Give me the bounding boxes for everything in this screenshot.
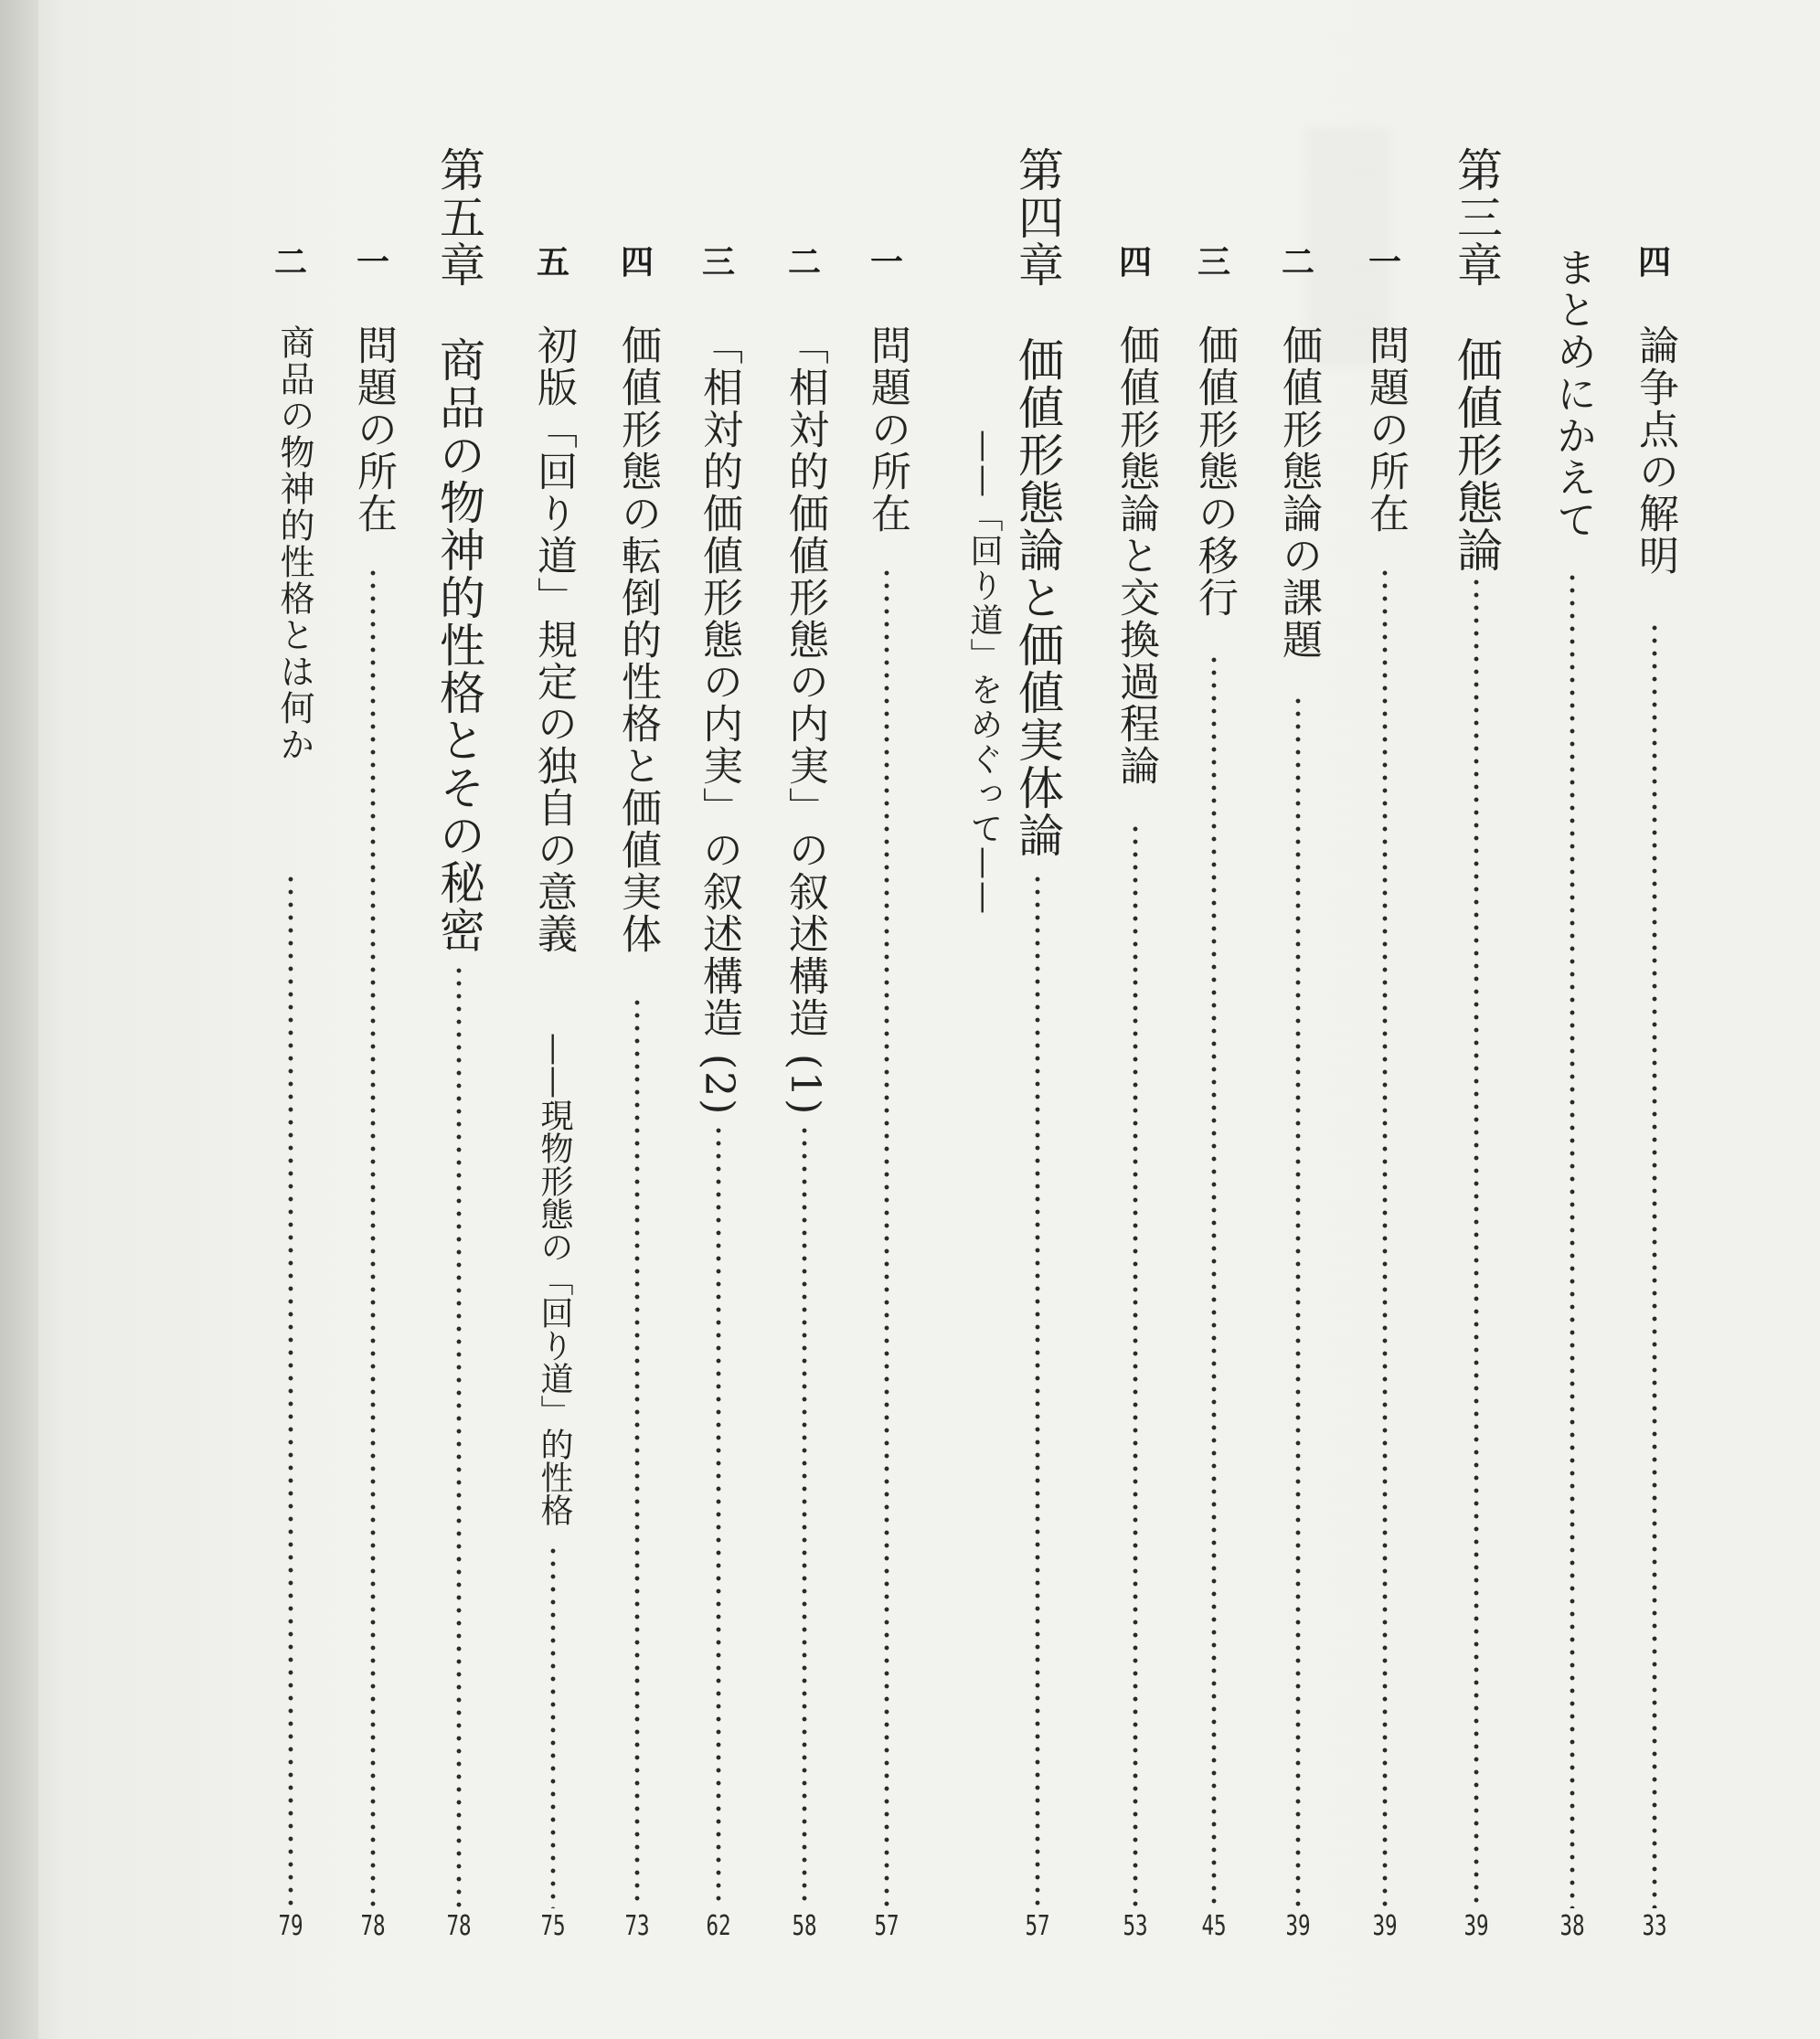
section-title: 価値形態論と交換過程論	[1112, 324, 1159, 787]
page-number: 75	[540, 1910, 566, 1942]
page-number: 58	[792, 1910, 817, 1942]
section-title: 価値形態の転倒的性格と価値実体	[614, 324, 661, 955]
toc-entry	[1627, 0, 1682, 2039]
page-number: 45	[1201, 1910, 1227, 1942]
section-title: 価値形態論の課題	[1275, 324, 1322, 661]
page-number: 39	[1463, 1910, 1489, 1942]
page-number: 33	[1642, 1910, 1667, 1942]
section-continuation: ——現物形態の「回り道」的性格	[536, 1033, 573, 1526]
section-title: 価値形態の移行	[1191, 324, 1238, 619]
section-number: 四	[1118, 244, 1152, 281]
toc-entry	[263, 0, 318, 2039]
section-title: 「相対的価値形態の内実」の叙述構造 (2)	[696, 324, 742, 1117]
section-title: 問題の所在	[350, 324, 397, 535]
leader-dots	[369, 567, 377, 1908]
section-number: 四	[620, 244, 654, 281]
page-number: 78	[446, 1910, 472, 1942]
toc-entry	[859, 0, 914, 2039]
page-number: 57	[874, 1910, 899, 1942]
leader-dots	[633, 996, 641, 1908]
toc-entry	[1545, 0, 1600, 2039]
section-title: まとめにかえて	[1549, 247, 1596, 541]
toc-entry	[1357, 0, 1412, 2039]
toc-entry	[1187, 0, 1241, 2039]
page-number: 53	[1123, 1910, 1148, 1942]
section-title: 商品の物神的性格とは何か	[274, 324, 314, 763]
section-number: 四	[1637, 244, 1671, 281]
leader-dots	[1210, 653, 1218, 1908]
page-number: 73	[624, 1910, 650, 1942]
page-number: 39	[1372, 1910, 1398, 1942]
section-title: 「相対的価値形態の内実」の叙述構造 (1)	[782, 324, 828, 1117]
leader-dots	[1651, 621, 1658, 1908]
section-title: 初版「回り道」規定の独自の意義	[530, 324, 577, 955]
toc-entry	[526, 0, 580, 2039]
section-title: 問題の所在	[1362, 324, 1409, 535]
leader-dots	[801, 1124, 808, 1908]
toc-entry	[1271, 0, 1325, 2039]
leader-dots	[1473, 576, 1480, 1908]
page-number: 39	[1285, 1910, 1311, 1942]
leader-dots	[1034, 873, 1041, 1908]
chapter-title: 第三章 価値形態論	[1450, 146, 1503, 574]
leader-dots	[715, 1124, 722, 1908]
leader-dots	[1569, 571, 1576, 1908]
page-number: 79	[278, 1910, 303, 1942]
toc-entry-chapter	[1010, 0, 1065, 2039]
leader-dots	[287, 873, 294, 1908]
page-number: 78	[360, 1910, 386, 1942]
section-number: 二	[1281, 244, 1314, 281]
toc-entry	[691, 0, 746, 2039]
leader-dots	[883, 567, 890, 1908]
section-number: 五	[536, 244, 569, 281]
section-number: 二	[787, 244, 821, 281]
toc-entry-chapter	[431, 0, 486, 2039]
page-number: 57	[1025, 1910, 1050, 1942]
toc-entry	[1108, 0, 1163, 2039]
chapter-title: 第四章 価値形態論と価値実体論	[1011, 146, 1064, 859]
section-number: 一	[869, 244, 903, 281]
leader-dots	[1381, 567, 1389, 1908]
book-gutter	[0, 0, 38, 2039]
leader-dots	[1132, 823, 1139, 1908]
chapter-title: 第五章 商品の物神的性格とその秘密	[432, 146, 485, 954]
leader-dots	[1294, 695, 1302, 1908]
toc-entry-subtitle	[945, 0, 1003, 2039]
page-number: 62	[706, 1910, 731, 1942]
section-number: 一	[356, 244, 389, 281]
leader-dots	[549, 1545, 557, 1908]
leader-dots	[455, 964, 463, 1908]
section-number: 一	[1368, 244, 1401, 281]
toc-entry-chapter	[1449, 0, 1504, 2039]
section-number: 二	[273, 244, 307, 281]
toc-entry	[610, 0, 665, 2039]
toc-entry	[777, 0, 832, 2039]
section-title: 問題の所在	[864, 324, 910, 535]
chapter-subtitle: ——「回り道」をめぐって——	[965, 430, 1003, 916]
section-number: 三	[1197, 244, 1230, 281]
page-number: 38	[1559, 1910, 1585, 1942]
section-number: 三	[701, 244, 735, 281]
toc-entry	[346, 0, 400, 2039]
section-title: 論争点の解明	[1632, 324, 1678, 577]
